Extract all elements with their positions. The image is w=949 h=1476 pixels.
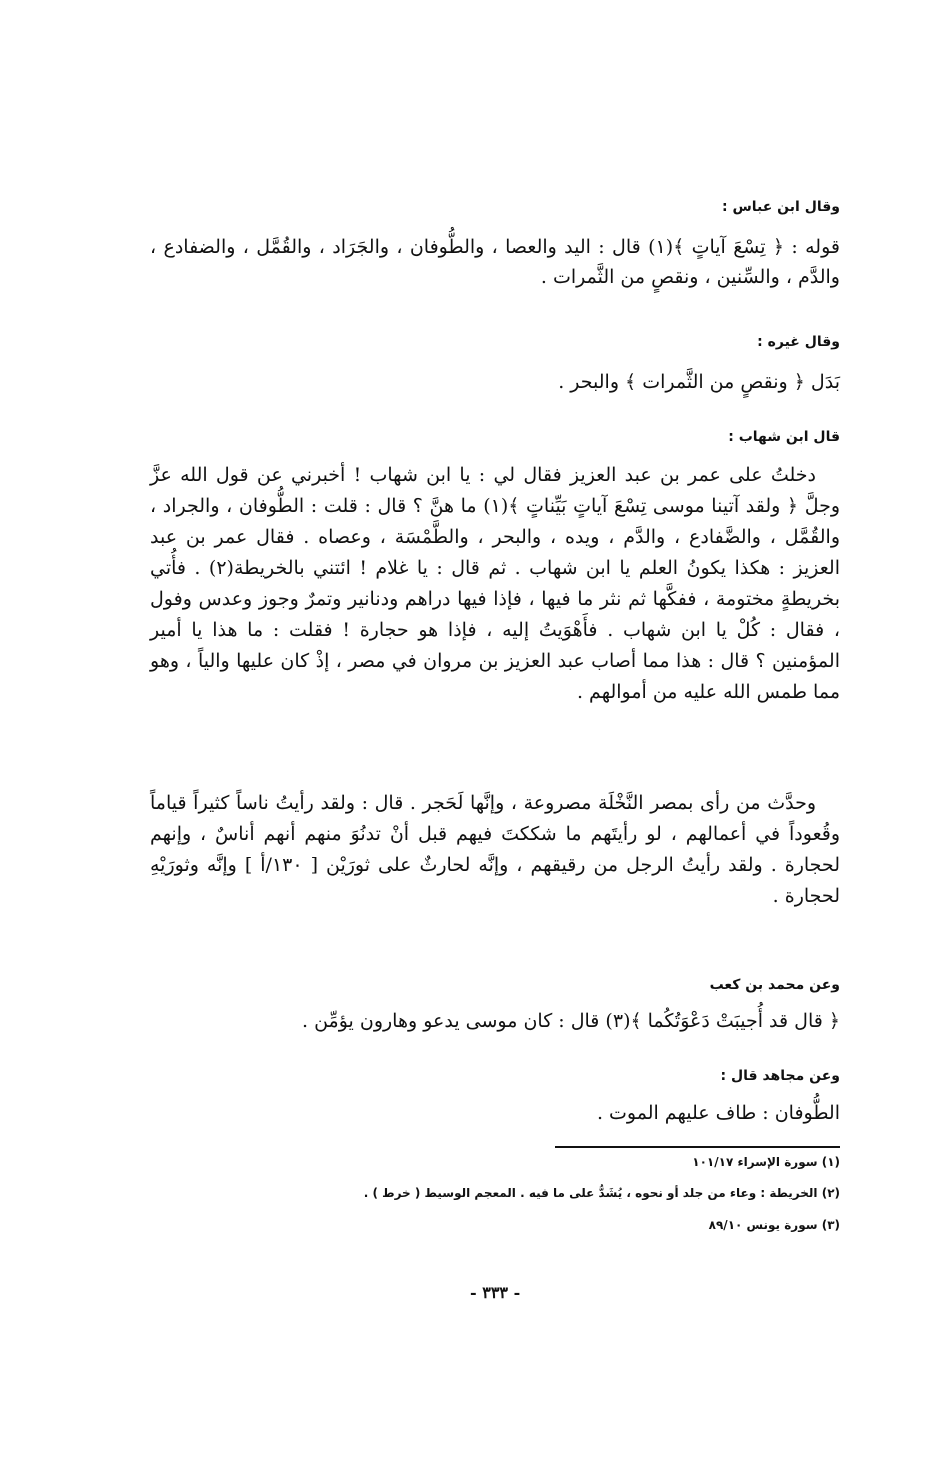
- section-heading-ghayruh: وقال غيره :: [757, 334, 840, 350]
- paragraph-text: بَدَل ﴿ ونقصٍ من الثَّمرات ﴾ والبحر .: [558, 371, 840, 393]
- paragraph-ghayruh: [150, 367, 840, 397]
- section-heading-ibn-shihab: قال ابن شهاب :: [728, 429, 840, 445]
- footnote-1: (١) سورة الإسراء ١٠١/١٧: [692, 1155, 840, 1169]
- paragraph-stones: [150, 788, 840, 912]
- paragraph-text: وحدَّث من رأى بمصر النَّخْلَة مصروعة ، وإنَّها لَحَجر . قال : ولقد رأيتُ ناساً كثيراً قياماً وقُعوداً في أعمالهم ، لو رأيتَهم ما شككتَ فيهم قبل أنْ تدنُوَ منهم أنهم أناسٌ ، وإنهم لحجارة . ولقد رأيتُ الرجل من رقيقهم ، وإنَّه لحارثٌ على ثورَيْن [ ١٣٠/أ ] وإنَّه وثورَيْهِ لحجارة .: [150, 792, 840, 907]
- footnote-2: (٢) الخريطة : وعاء من جلد أو نحوه ، يُشَدُّ على ما فيه . المعجم الوسيط ( خرط ) .: [363, 1186, 840, 1200]
- footnote-3: (٣) سورة يونس ٨٩/١٠: [708, 1218, 840, 1232]
- paragraph-text: ﴿ قال قد أُجيبَتْ دَعْوَتُكُما ﴾(٣) قال : كان موسى يدعو وهارون يؤمِّن .: [302, 1010, 840, 1032]
- paragraph-ibn-kaab: [150, 1006, 840, 1036]
- paragraph-ibn-abbas: [150, 232, 840, 292]
- section-heading-mujahid: وعن مجاهد قال :: [720, 1068, 840, 1084]
- paragraph-text: الطُّوفان : طاف عليهم الموت .: [596, 1102, 840, 1124]
- paragraph-ibn-shihab: [150, 460, 840, 708]
- paragraph-mujahid: [150, 1098, 840, 1128]
- paragraph-text: دخلتُ على عمر بن عبد العزيز فقال لي : يا ابن شهاب ! أخبرني عن قول الله عزَّ وجلَّ ﴿ ولقد آتينا موسى تِسْعَ آياتٍ بَيِّناتٍ ﴾(١) ما هنَّ ؟ قال : قلت : الطُّوفان ، والجراد ، والقُمَّل ، والضَّفادع ، والدَّم ، ويده ، والبحر ، والطَّمْسَة ، وعصاه . فقال عمر بن عبد العزيز : هكذا يكونُ العلم يا ابن شهاب . ثم قال : يا غلام ! ائتني بالخريطة(٢) . فأُتي بخريطةٍ مختومة ، ففكَّها ثم نثر ما فيها ، فإذا فيها دراهم ودنانير وتمرٌ وجوز وعدس وفول ، فقال : كُلْ يا ابن شهاب . فأَهْوَيتُ إليه ، فإذا هو حجارة ! فقلت : ما هذا يا أمير المؤمنين ؟ قال : هذا مما أصاب عبد العزيز بن مروان في مصر ، إذْ كان عليها والياً ، وهو مما طمس الله عليه من أموالهم .: [150, 464, 840, 703]
- section-heading-ibn-abbas: وقال ابن عباس :: [721, 199, 840, 215]
- page-number: - ٣٣٣ -: [470, 1283, 521, 1302]
- footnote-divider: [555, 1146, 840, 1148]
- paragraph-text: قوله : ﴿ تِسْعَ آياتٍ ﴾(١) قال : اليد والعصا ، والطُّوفان ، والجَرَاد ، والقُمَّل ، والضفادع ، والدَّم ، والسِّنين ، ونقصٍ من الثَّمرات .: [150, 236, 840, 288]
- section-heading-ibn-kaab: وعن محمد بن كعب: [709, 977, 840, 993]
